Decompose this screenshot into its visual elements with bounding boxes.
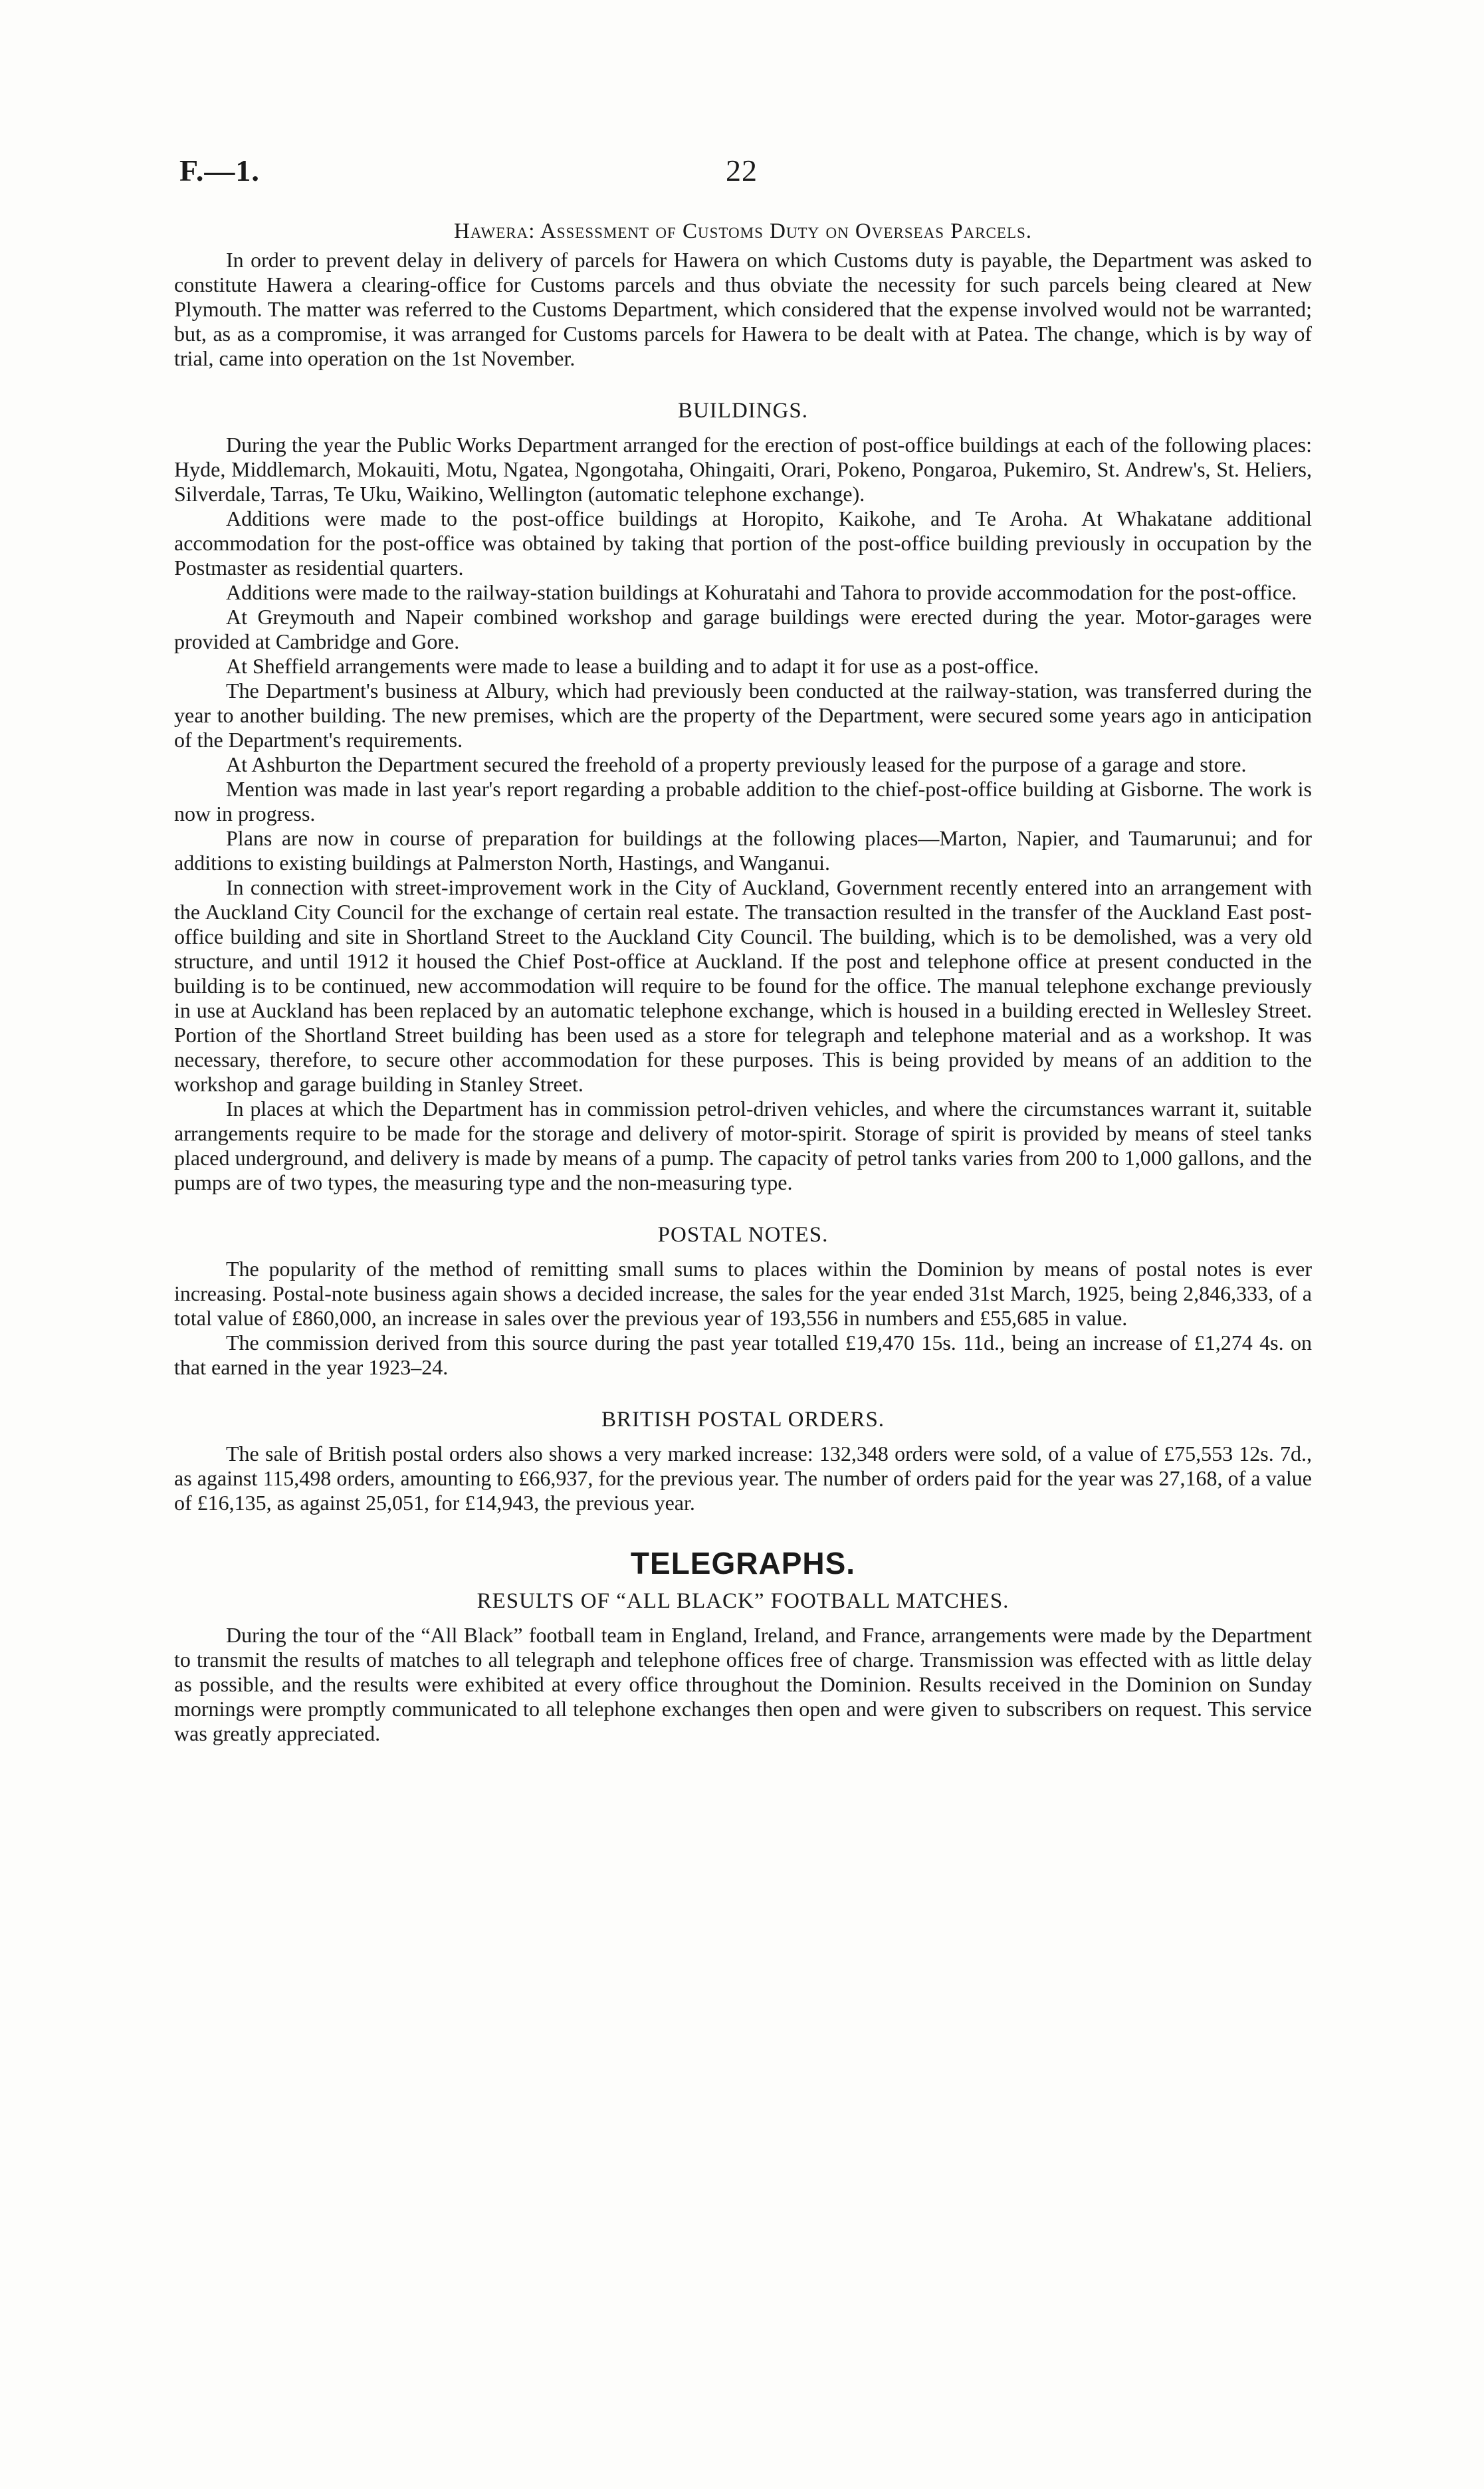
paragraph: In order to prevent delay in delivery of parcels for Hawera on which Customs duty is payable, the Department was asked to constitute Hawera a clearing-office for Customs parcels and thus obviate the necessity for such parcels being cleared at New Plymouth. The matter was referred to the Customs Department, which considered that the expense involved would not be warranted; but, as as a compromise, it was arranged for Customs parcels for Hawera to be dealt with at Patea. The change, which is by way of trial, came into operation on the 1st November. bbox=[174, 248, 1312, 370]
paragraph: Additions were made to the railway-station buildings at Kohuratahi and Tahora to provide accommodation for the post-office. bbox=[226, 580, 1297, 604]
section-buildings bbox=[174, 399, 1312, 1195]
document-reference: F.—1. bbox=[179, 154, 260, 187]
section-heading: BRITISH POSTAL ORDERS. bbox=[601, 1408, 885, 1432]
paragraph: During the tour of the “All Black” football team in England, Ireland, and France, arrangements were made by the Department to transmit the results of matches to all telegraph and telephone offices free of charge. Transmission was effected with as little delay as possible, and the results were exhibited at every office throughout the Dominion. Results received in the Dominion on Sunday mornings were promptly communicated to all telephone exchanges then open and were given to subscribers on request. This service was greatly appreciated. bbox=[174, 1623, 1312, 1745]
paragraph: Mention was made in last year's report regarding a probable addition to the chief-post-office building at Gisborne. The work is now in progress. bbox=[174, 777, 1312, 825]
section-hawera bbox=[174, 219, 1312, 371]
paragraph: The sale of British postal orders also shows a very marked increase: 132,348 orders were sold, of a value of £75,553 12s. 7d., as against 115,498 orders, amounting to £66,937, for the previous year. The number of orders paid for the year was 27,168, of a value of £16,135, as against 25,051, for £14,943, the previous year. bbox=[174, 1442, 1312, 1515]
section-heading: BUILDINGS. bbox=[677, 399, 809, 423]
paragraph: In connection with street-improvement work in the City of Auckland, Government recently entered into an arrangement with the Auckland City Council for the exchange of certain real estate. The transaction resulted in the transfer of the Auckland East post-office building and site in Shortland Street to the Auckland City Council. The building, which is to be demolished, was a very old structure, and until 1912 it housed the Chief Post-office at Auckland. If the post and telephone office at present conducted in the building is to be continued, new accommodation will require to be found for the office. The manual telephone exchange previously in use at Auckland has been replaced by an automatic telephone exchange, which is housed in a building erected in Wellesley Street. Portion of the Shortland Street building has been used as a store for telegraph and telephone material and as a workshop. It was necessary, therefore, to secure other accommodation for these purposes. This is being provided by means of an addition to the workshop and garage building in Stanley Street. bbox=[174, 875, 1312, 1096]
section-british-postal-orders bbox=[174, 1408, 1312, 1515]
paragraph: The Department's business at Albury, which had previously been conducted at the railway-station, was transferred during the year to another building. The new premises, which are the property of the Department, were secured some years ago in anticipation of the Department's requirements. bbox=[174, 679, 1312, 752]
paragraph: At Sheffield arrangements were made to lease a building and to adapt it for use as a post-office. bbox=[226, 654, 1039, 678]
section-heading: POSTAL NOTES. bbox=[657, 1223, 829, 1247]
paragraph: During the year the Public Works Department arranged for the erection of post-office buildings at each of the following places: Hyde, Middlemarch, Mokauiti, Motu, Ngatea, Ngongotaha, Ohingaiti, Orari, Pokeno, Pongaroa, Pukemiro, St. Andrew's, St. Heliers, Silverdale, Tarras, Te Uku, Waikino, Wellington (automatic telephone exchange). bbox=[174, 433, 1312, 506]
section-heading: Hawera: Assessment of Customs Duty on Overseas Parcels. bbox=[453, 219, 1033, 243]
section-heading: TELEGRAPHS. bbox=[630, 1546, 856, 1580]
section-subheading: RESULTS OF “ALL BLACK” FOOTBALL MATCHES. bbox=[477, 1589, 1009, 1613]
paragraph: In places at which the Department has in commission petrol-driven vehicles, and where the circumstances warrant it, suitable arrangements require to be made for the storage and delivery of motor-spirit. Storage of spirit is provided by means of steel tanks placed underground, and delivery is made by means of a pump. The capacity of petrol tanks varies from 200 to 1,000 gallons, and the pumps are of two types, the measuring type and the non-measuring type. bbox=[174, 1097, 1312, 1194]
paragraph: At Greymouth and Napeir combined workshop and garage buildings were erected during the year. Motor-garages were provided at Cambridge and Gore. bbox=[174, 605, 1312, 653]
paragraph: At Ashburton the Department secured the freehold of a property previously leased for the purpose of a garage and store. bbox=[226, 752, 1247, 776]
paragraph: The commission derived from this source during the past year totalled £19,470 15s. 11d., being an increase of £1,274 4s. on that earned in the year 1923–24. bbox=[174, 1331, 1312, 1379]
section-postal-notes bbox=[174, 1223, 1312, 1380]
page-number: 22 bbox=[726, 154, 758, 187]
paragraph: Plans are now in course of preparation for buildings at the following places—Marton, Napier, and Taumarunui; and for additions to existing buildings at Palmerston North, Hastings, and Wanganui. bbox=[174, 826, 1312, 875]
paragraph: Additions were made to the post-office buildings at Horopito, Kaikohe, and Te Aroha. At Whakatane additional accommodation for the post-office was obtained by taking that portion of the post-office building previously in occupation by the Postmaster as residential quarters. bbox=[174, 506, 1312, 580]
page-body bbox=[174, 219, 1312, 1746]
paragraph: The popularity of the method of remitting small sums to places within the Dominion by means of postal notes is ever increasing. Postal-note business again shows a decided increase, the sales for the year ended 31st March, 1925, being 2,846,333, of a total value of £860,000, an increase in sales over the previous year of 193,556 in numbers and £55,685 in value. bbox=[174, 1257, 1312, 1330]
section-telegraphs bbox=[174, 1546, 1312, 1746]
